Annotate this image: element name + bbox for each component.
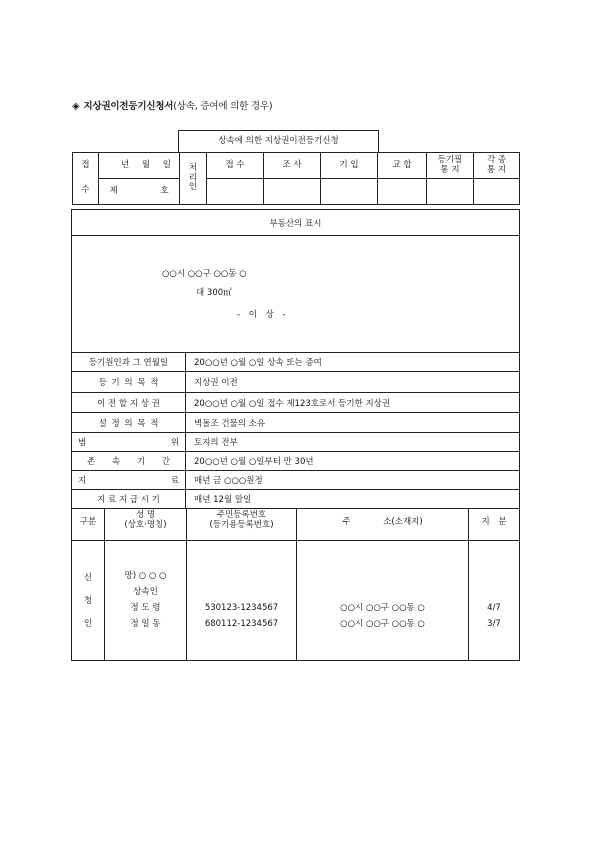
property-address: ○○시 ○○구 ○○동 ○ [162, 269, 247, 279]
receipt-date-field: 년 월 일 [98, 152, 180, 179]
field-label-rent-timing: 지 료 지 급 시 기 [72, 490, 186, 508]
header-name: 성 명 (상호·명칭) [105, 509, 187, 540]
side-char-1: 신 [83, 573, 93, 583]
field-value-set-purpose: 벽돌조 건물의 소유 [194, 418, 266, 429]
field-value-purpose: 지상권 이전 [194, 378, 238, 388]
header-gubun: 구분 [72, 509, 105, 540]
header-id: 주민등록번호 (등기용등록번호) [187, 509, 297, 540]
address-heir-2: ○○시 ○○구 ○○동 ○ [340, 619, 425, 629]
field-row-cause [72, 353, 519, 372]
field-value-rent-timing: 매년 12월 말일 [194, 495, 252, 505]
field-label-rent: 지 료 [72, 471, 186, 489]
field-label-set-purpose: 설 정 의 목 적 [72, 413, 186, 432]
receipt-processor-label: 처 리 인 [179, 152, 207, 205]
header-share: 지 분 [481, 517, 507, 527]
col-registry-notice: 등기필 통 지 [426, 152, 474, 179]
field-value-scope: 토지의 전부 [194, 438, 238, 448]
side-char-2: 청 [83, 596, 93, 606]
receipt-jeopsu-label [72, 152, 99, 205]
document-title [72, 98, 272, 112]
id-heir-1: 530123-1234567 [204, 603, 279, 613]
col-gyohap: 교 합 [377, 152, 427, 179]
col-giip: 기 입 [320, 152, 378, 179]
field-value-rent: 매년 금 ○○○원정 [194, 476, 263, 486]
field-row-rent [72, 471, 519, 490]
field-value-duration: 20○○년 ○월 ○일부터 만 30년 [194, 457, 314, 467]
property-header-row [72, 210, 519, 236]
applicant-side [72, 541, 105, 660]
blank-josa [263, 178, 321, 205]
receipt-header: 상속에 의한 지상권이전등기신청 [178, 130, 379, 153]
property-header: 부동산의 표시 [269, 219, 322, 229]
field-label-scope: 범 위 [72, 433, 186, 451]
applicant-body [72, 541, 519, 660]
receipt-box [72, 130, 520, 204]
name-heir-2: 정 일 동 [130, 619, 161, 629]
col-various-notice: 각 종 통 지 [473, 152, 520, 179]
field-row-rent-timing [72, 490, 519, 509]
blank-various-notice [473, 178, 520, 205]
share-heir-1: 4/7 [487, 603, 501, 613]
receipt-number-field: 제 호 [98, 178, 180, 205]
blank-jeopsu [206, 178, 264, 205]
application-table [71, 209, 520, 661]
applicant-ids [187, 541, 297, 660]
field-value-transfer: 20○○년 ○월 ○일 접수 제123호로서 등기한 지상권 [194, 398, 391, 409]
share-heir-2: 3/7 [487, 619, 501, 629]
field-row-purpose [72, 372, 519, 393]
field-row-duration [72, 452, 519, 471]
applicant-shares [469, 541, 519, 660]
title-main: 지상권이전등기신청서 [83, 101, 174, 112]
side-char-3: 인 [83, 619, 93, 629]
name-heir-1: 정 도 령 [130, 603, 161, 613]
field-label-duration: 존 속 기 간 [72, 452, 186, 470]
field-row-transfer [72, 393, 519, 413]
id-heir-2: 680112-1234567 [204, 619, 279, 629]
applicant-header-row [72, 509, 519, 541]
name-deceased: 망) ○ ○ ○ [124, 571, 167, 581]
col-josa: 조 사 [263, 152, 321, 179]
address-heir-1: ○○시 ○○구 ○○동 ○ [340, 603, 425, 613]
applicant-names [105, 541, 187, 660]
jeop-char: 접 [81, 159, 90, 170]
field-label-transfer: 이 전 할 지 상 권 [72, 393, 186, 412]
property-area: 대 300㎡ [196, 288, 232, 298]
field-row-scope [72, 433, 519, 452]
col-jeopsu: 접 수 [206, 152, 264, 179]
property-description [72, 236, 519, 353]
field-value-cause: 20○○년 ○월 ○일 상속 또는 증여 [194, 358, 322, 368]
su-char: 수 [81, 185, 90, 196]
header-address: 주 소(소재지) [297, 509, 469, 540]
blank-giip [320, 178, 378, 205]
property-end-mark: - 이 상 - [237, 310, 286, 320]
blank-registry-notice [426, 178, 474, 205]
applicant-addresses [297, 541, 469, 660]
field-row-set-purpose [72, 413, 519, 433]
name-heir-label: 상속인 [133, 587, 158, 597]
diamond-icon: ◈ [72, 101, 80, 112]
field-label-cause: 등기원인과 그 연월일 [72, 353, 186, 371]
title-sub: (상속, 증여에 의한 경우) [173, 101, 273, 112]
field-label-purpose: 등 기 의 목 적 [72, 372, 186, 392]
blank-gyohap [377, 178, 427, 205]
